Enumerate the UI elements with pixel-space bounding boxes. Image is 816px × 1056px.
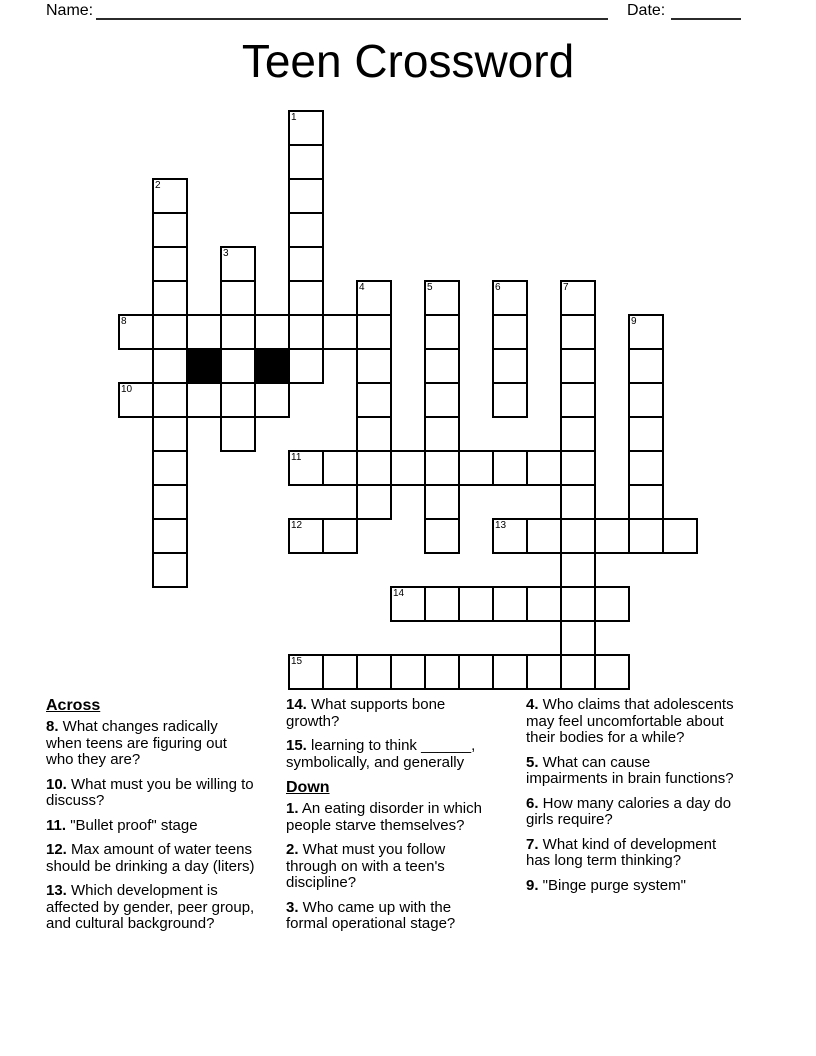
grid-cell[interactable] — [288, 314, 324, 350]
grid-cell[interactable] — [118, 382, 154, 418]
clue-number: 15. — [286, 737, 307, 754]
clue-number: 14. — [286, 696, 307, 713]
grid-cell[interactable] — [560, 586, 596, 622]
grid-cell[interactable] — [560, 518, 596, 554]
grid-cell[interactable] — [356, 348, 392, 384]
cell-number: 1 — [291, 112, 297, 123]
clue-number: 8. — [46, 718, 59, 736]
grid-cell[interactable] — [356, 654, 392, 690]
cell-number: 14 — [393, 588, 405, 599]
cell-number: 6 — [495, 282, 501, 293]
cell-number: 9 — [631, 316, 637, 327]
clue: 12. Max amount of water teens should be drinking a day (liters) — [46, 841, 255, 875]
cell-number: 4 — [359, 282, 365, 293]
grid-cell-blocked — [254, 348, 290, 384]
clue-number: 5. — [526, 753, 539, 771]
clue-number: 12. — [46, 841, 67, 859]
grid-cell[interactable] — [118, 314, 154, 350]
grid-cell[interactable] — [560, 552, 596, 588]
cell-number: 15 — [291, 656, 303, 667]
clue: 5. What can cause impairments in brain functions? — [526, 753, 734, 787]
page-title: Teen Crossword — [241, 35, 575, 87]
grid-cell[interactable] — [288, 110, 324, 146]
grid-cell[interactable] — [220, 246, 256, 282]
grid-cell[interactable] — [288, 450, 324, 486]
grid-cell[interactable] — [526, 450, 562, 486]
grid-cell[interactable] — [152, 246, 188, 282]
clue-number: 13. — [46, 882, 67, 900]
grid-cell[interactable] — [628, 382, 664, 418]
clue: 9. "Binge purge system" — [526, 876, 686, 894]
grid-cell[interactable] — [628, 518, 664, 554]
grid-cell[interactable] — [628, 314, 664, 350]
cell-number: 3 — [223, 248, 229, 259]
grid-cell[interactable] — [662, 518, 698, 554]
grid-cell[interactable] — [560, 450, 596, 486]
grid-cell[interactable] — [560, 416, 596, 452]
cell-number: 13 — [495, 520, 507, 531]
grid-cell[interactable] — [492, 280, 528, 316]
clue-number: 11. — [46, 816, 67, 834]
grid-cell[interactable] — [152, 348, 188, 384]
grid-cell[interactable] — [288, 212, 324, 248]
grid-cell[interactable] — [390, 586, 426, 622]
grid-cell[interactable] — [152, 212, 188, 248]
grid-cell[interactable] — [560, 314, 596, 350]
cell-number: 5 — [427, 282, 433, 293]
clue-number: 2. — [286, 841, 299, 859]
cell-number: 8 — [121, 316, 127, 327]
grid-cell[interactable] — [424, 518, 460, 554]
clue-number: 6. — [526, 794, 539, 812]
grid-cell[interactable] — [424, 654, 460, 690]
grid-cell[interactable] — [152, 178, 188, 214]
clue-number: 7. — [526, 835, 539, 853]
grid-cell[interactable] — [424, 416, 460, 452]
grid-cell[interactable] — [356, 450, 392, 486]
grid-cell[interactable] — [152, 416, 188, 452]
grid-cell[interactable] — [152, 382, 188, 418]
clue-number: 4. — [526, 696, 539, 713]
cell-number: 10 — [121, 384, 133, 395]
clue-number: 9. — [526, 876, 539, 894]
grid-cell[interactable] — [458, 654, 494, 690]
clue-column-3 — [526, 697, 736, 941]
grid-cell[interactable] — [152, 280, 188, 316]
grid-cell[interactable] — [356, 484, 392, 520]
grid-cell[interactable] — [186, 382, 222, 418]
grid-cell[interactable] — [424, 348, 460, 384]
grid-cell[interactable] — [526, 654, 562, 690]
grid-cell[interactable] — [492, 348, 528, 384]
grid-cell[interactable] — [288, 518, 324, 554]
grid-cell[interactable] — [424, 586, 460, 622]
grid-cell-blocked — [186, 348, 222, 384]
grid-cell[interactable] — [458, 586, 494, 622]
grid-cell[interactable] — [356, 280, 392, 316]
grid-cell[interactable] — [152, 552, 188, 588]
grid-cell[interactable] — [492, 518, 528, 554]
grid-cell[interactable] — [288, 144, 324, 180]
cell-number: 2 — [155, 180, 161, 191]
grid-cell[interactable] — [628, 450, 664, 486]
grid-cell[interactable] — [288, 246, 324, 282]
grid-cell[interactable] — [594, 518, 630, 554]
grid-cell[interactable] — [628, 348, 664, 384]
grid-cell[interactable] — [152, 314, 188, 350]
grid-cell[interactable] — [560, 484, 596, 520]
date-blank-line — [671, 2, 741, 20]
grid-cell[interactable] — [526, 586, 562, 622]
grid-cell[interactable] — [492, 586, 528, 622]
grid-cell[interactable] — [356, 314, 392, 350]
grid-cell[interactable] — [288, 654, 324, 690]
clue: 13. Which development is affected by gender, peer group, and cultural background? — [46, 882, 255, 933]
grid-cell[interactable] — [458, 450, 494, 486]
grid-cell[interactable] — [220, 416, 256, 452]
grid-cell[interactable] — [526, 518, 562, 554]
clue-number: 1. — [286, 800, 299, 818]
cell-number: 12 — [291, 520, 303, 531]
date-label: Date: — [627, 2, 666, 19]
grid-cell[interactable] — [560, 382, 596, 418]
grid-cell[interactable] — [424, 382, 460, 418]
clue: 11. "Bullet proof" stage — [46, 816, 198, 834]
grid-cell[interactable] — [322, 314, 358, 350]
clue-number: 10. — [46, 775, 67, 793]
grid-cell[interactable] — [492, 382, 528, 418]
grid-cell[interactable] — [424, 450, 460, 486]
grid-cell[interactable] — [492, 450, 528, 486]
clue: 15. learning to think ______, symbolically, and generally — [286, 737, 476, 771]
grid-cell[interactable] — [254, 382, 290, 418]
grid-cell[interactable] — [560, 620, 596, 656]
clue: 10. What must you be willing to discuss? — [46, 775, 254, 810]
clue-number: 3. — [286, 898, 299, 916]
grid-cell[interactable] — [288, 348, 324, 384]
grid-cell[interactable] — [424, 280, 460, 316]
grid-cell[interactable] — [220, 280, 256, 316]
clue: 2. What must you follow through on with a teen's discipline? — [286, 841, 446, 892]
grid-cell[interactable] — [424, 314, 460, 350]
grid-cell[interactable] — [492, 654, 528, 690]
grid-cell[interactable] — [560, 654, 596, 690]
grid-cell[interactable] — [560, 280, 596, 316]
grid-cell[interactable] — [288, 178, 324, 214]
grid-cell[interactable] — [356, 382, 392, 418]
grid-cell[interactable] — [594, 586, 630, 622]
grid-cell[interactable] — [322, 450, 358, 486]
cell-number: 11 — [291, 452, 302, 463]
grid-cell[interactable] — [594, 654, 630, 690]
name-label: Name: — [46, 2, 94, 19]
grid-cell[interactable] — [628, 416, 664, 452]
grid-cell[interactable] — [254, 314, 290, 350]
grid-cell[interactable] — [390, 450, 426, 486]
clue: 1. An eating disorder in which people starve themselves? — [286, 800, 482, 834]
clue: 7. What kind of development has long term thinking? — [526, 835, 717, 869]
grid-cell[interactable] — [356, 416, 392, 452]
grid-cell[interactable] — [220, 382, 256, 418]
clue-column-2 — [286, 697, 496, 941]
name-blank-line — [96, 2, 608, 20]
grid-cell[interactable] — [152, 450, 188, 486]
clue-section-header: Down — [286, 779, 330, 796]
grid-cell[interactable] — [628, 484, 664, 520]
grid-cell[interactable] — [322, 654, 358, 690]
grid-cell[interactable] — [390, 654, 426, 690]
grid-cell[interactable] — [424, 484, 460, 520]
grid-cell[interactable] — [220, 314, 256, 350]
grid-cell[interactable] — [560, 348, 596, 384]
clue: 6. How many calories a day do girls require? — [526, 794, 732, 828]
clue-column-1 — [46, 697, 256, 941]
grid-cell[interactable] — [152, 484, 188, 520]
cell-number: 7 — [563, 282, 569, 293]
clue: 8. What changes radically when teens are figuring out who they are? — [46, 718, 227, 769]
clue-list — [46, 697, 786, 941]
grid-cell[interactable] — [152, 518, 188, 554]
clue: 3. Who came up with the formal operational stage? — [286, 898, 456, 933]
grid-cell[interactable] — [492, 314, 528, 350]
grid-cell[interactable] — [288, 280, 324, 316]
grid-cell[interactable] — [186, 314, 222, 350]
grid-cell[interactable] — [322, 518, 358, 554]
clue: 4. Who claims that adolescents may feel uncomfortable about their bodies for a while? — [526, 696, 734, 746]
clue: 14. What supports bone growth? — [286, 696, 446, 730]
clue-section-header: Across — [46, 697, 101, 714]
crossword-grid — [118, 110, 698, 690]
grid-cell[interactable] — [220, 348, 256, 384]
